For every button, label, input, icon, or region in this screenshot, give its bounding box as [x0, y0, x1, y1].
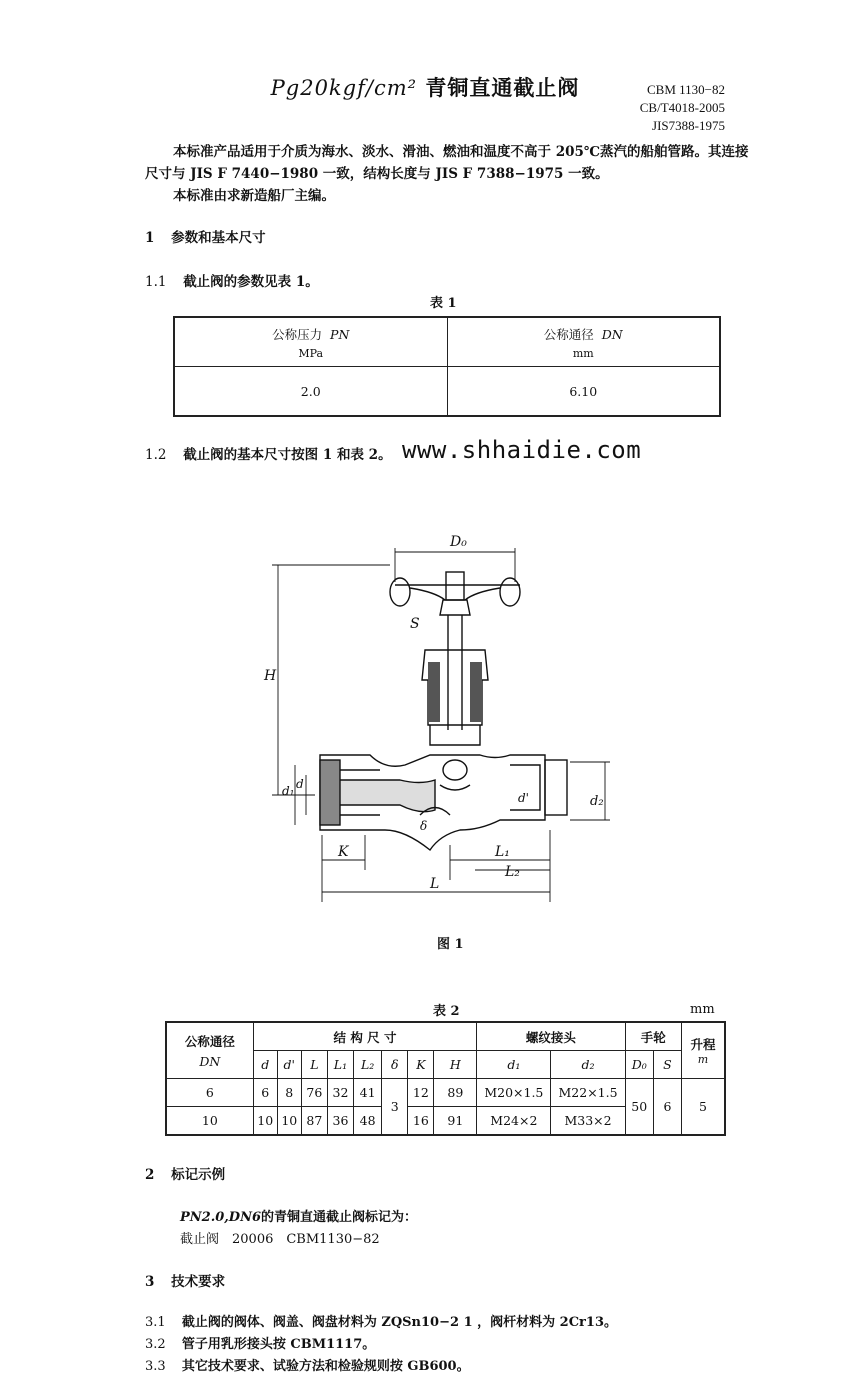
- label-dprime: d': [518, 791, 529, 805]
- diameter-unit: mm: [572, 346, 594, 360]
- row2-dprime: 10: [277, 1107, 301, 1136]
- row2-d1: M24×2: [477, 1107, 551, 1136]
- row2-K: 16: [408, 1107, 434, 1136]
- marking-example-line-2: 截止阀 20006 CBM1130−82: [180, 1232, 380, 1247]
- table-2-wheel-header: 手轮: [625, 1022, 681, 1051]
- delta-value: 3: [382, 1079, 408, 1136]
- label-L2: L₂: [505, 864, 520, 880]
- section-2-number: 2: [145, 1167, 155, 1183]
- table-row: [174, 367, 720, 417]
- list-item: [145, 1355, 470, 1374]
- standard-number: CBM 1130−82: [647, 82, 725, 97]
- item-3-1-number: 3.1: [145, 1315, 166, 1330]
- row1-d2: M22×1.5: [551, 1079, 625, 1107]
- marking-example-line-1: [180, 1206, 417, 1225]
- standard-alt-2: JIS7388-1975: [652, 118, 725, 133]
- table-2-stroke-header: [682, 1022, 725, 1079]
- subsection-1-2: [145, 443, 392, 463]
- label-H: H: [264, 668, 277, 684]
- pressure-label: 公称压力: [272, 326, 323, 342]
- row2-L: 87: [301, 1107, 327, 1136]
- label-K: K: [338, 844, 349, 860]
- col-d: d: [253, 1051, 277, 1079]
- section-1-number: 1: [145, 230, 155, 246]
- table-2-dn-header: [166, 1022, 253, 1079]
- table-row: [166, 1022, 725, 1051]
- intro-editor: 本标准由求新造船厂主编。: [173, 188, 335, 204]
- row2-L1: 36: [327, 1107, 353, 1136]
- table-2-unit: mm: [690, 1002, 715, 1017]
- section-2-title: 标记示例: [171, 1167, 226, 1183]
- row2-d2: M33×2: [551, 1107, 625, 1136]
- pressure-unit: MPa: [298, 346, 324, 360]
- col-L: L: [301, 1051, 327, 1079]
- col-d2: d₂: [551, 1051, 625, 1079]
- table-2: [165, 1021, 726, 1136]
- title-prefix: Pg20kgf/cm²: [270, 76, 418, 100]
- row1-dn: 6: [166, 1079, 253, 1107]
- col-L1: L₁: [327, 1051, 353, 1079]
- label-delta: δ: [420, 819, 428, 833]
- S-value: 6: [653, 1079, 681, 1136]
- diameter-label: 公称通径: [543, 326, 594, 342]
- item-3-3-number: 3.3: [145, 1359, 166, 1374]
- section-3-title: 技术要求: [171, 1274, 226, 1290]
- title-main: 青铜直通截止阀: [425, 75, 580, 100]
- col-H: H: [434, 1051, 477, 1079]
- D0-value: 50: [625, 1079, 653, 1136]
- intro-paragraph: 本标准产品适用于介质为海水、淡水、滑油、燃油和温度不高于 205℃蒸汽的船舶管路。其连接尺寸与 JIS F 7440−1980 一致，结构长度与 JIS F 7388−1975 一致。: [145, 144, 749, 182]
- section-1-title: 参数和基本尺寸: [171, 230, 266, 246]
- subsection-1-1-number: 1.1: [145, 274, 167, 290]
- item-3-2-text: 管子用乳形接头按 CBM1117。: [181, 1337, 376, 1352]
- table-1-diameter-value: 6.10: [447, 367, 720, 417]
- section-3-number: 3: [145, 1274, 155, 1290]
- row1-K: 12: [408, 1079, 434, 1107]
- row1-L: 76: [301, 1079, 327, 1107]
- row2-dn: 10: [166, 1107, 253, 1136]
- diameter-symbol: DN: [601, 326, 623, 342]
- row1-d: 6: [253, 1079, 277, 1107]
- row1-L1: 32: [327, 1079, 353, 1107]
- item-3-3-text: 其它技术要求、试验方法和检验规则按 GB600。: [181, 1359, 470, 1374]
- subsection-1-1-text: 截止阀的参数见表 1。: [183, 274, 319, 290]
- subsection-1-2-text: 截止阀的基本尺寸按图 1 和表 2。: [183, 447, 392, 463]
- subsection-1-1: [145, 270, 319, 290]
- label-d1: d₁: [282, 784, 295, 798]
- row1-dprime: 8: [277, 1079, 301, 1107]
- label-S: S: [410, 616, 420, 632]
- dn-header-symbol: DN: [199, 1054, 221, 1069]
- section-2-heading: [145, 1163, 225, 1183]
- marking-example-desc: 的青铜直通截止阀标记为：: [261, 1210, 418, 1225]
- label-d: d: [296, 777, 304, 791]
- col-D0: D₀: [625, 1051, 653, 1079]
- label-d2: d₂: [590, 794, 604, 809]
- table-2-caption: 表 2: [433, 1004, 460, 1019]
- item-3-2-number: 3.2: [145, 1337, 166, 1352]
- dn-header-label: 公称通径: [184, 1034, 235, 1049]
- table-1: [173, 316, 721, 417]
- row2-d: 10: [253, 1107, 277, 1136]
- table-2-thread-header: 螺纹接头: [477, 1022, 625, 1051]
- subsection-1-2-number: 1.2: [145, 447, 167, 463]
- col-d1: d₁: [477, 1051, 551, 1079]
- list-item: [145, 1333, 375, 1352]
- table-1-header-pressure: [174, 317, 447, 367]
- col-dprime: d': [277, 1051, 301, 1079]
- section-1-heading: [145, 226, 266, 246]
- standard-alt-1: CB/T4018-2005: [639, 100, 725, 115]
- stroke-symbol: m: [697, 1053, 709, 1066]
- row2-H: 91: [434, 1107, 477, 1136]
- row1-L2: 41: [354, 1079, 382, 1107]
- item-3-1-text: 截止阀的阀体、阀盖、阀盘材料为 ZQSn10−2 1 ，阀杆材料为 2Cr13。: [181, 1315, 617, 1330]
- marking-example-params: PN2.0,DN6: [180, 1210, 262, 1225]
- watermark-url: www.shhaidie.com: [402, 436, 642, 464]
- section-3-heading: [145, 1270, 225, 1290]
- stroke-label: 升程: [690, 1037, 716, 1052]
- row1-H: 89: [434, 1079, 477, 1107]
- label-D0: D₀: [450, 534, 467, 550]
- table-1-caption: 表 1: [430, 296, 457, 311]
- label-L: L: [430, 876, 440, 892]
- row1-d1: M20×1.5: [477, 1079, 551, 1107]
- col-S: S: [653, 1051, 681, 1079]
- table-1-header-diameter: [447, 317, 720, 367]
- col-delta: δ: [382, 1051, 408, 1079]
- valve-drawing: [260, 530, 630, 910]
- pressure-symbol: PN: [330, 326, 350, 342]
- figure-1-caption: 图 1: [437, 937, 464, 952]
- m-value: 5: [682, 1079, 725, 1136]
- table-1-pressure-value: 2.0: [174, 367, 447, 417]
- col-L2: L₂: [354, 1051, 382, 1079]
- table-row: [166, 1079, 725, 1107]
- table-row: [174, 317, 720, 367]
- label-L1: L₁: [495, 844, 510, 860]
- table-2-struct-header: 结 构 尺 寸: [253, 1022, 477, 1051]
- col-K: K: [408, 1051, 434, 1079]
- row2-L2: 48: [354, 1107, 382, 1136]
- list-item: [145, 1311, 617, 1330]
